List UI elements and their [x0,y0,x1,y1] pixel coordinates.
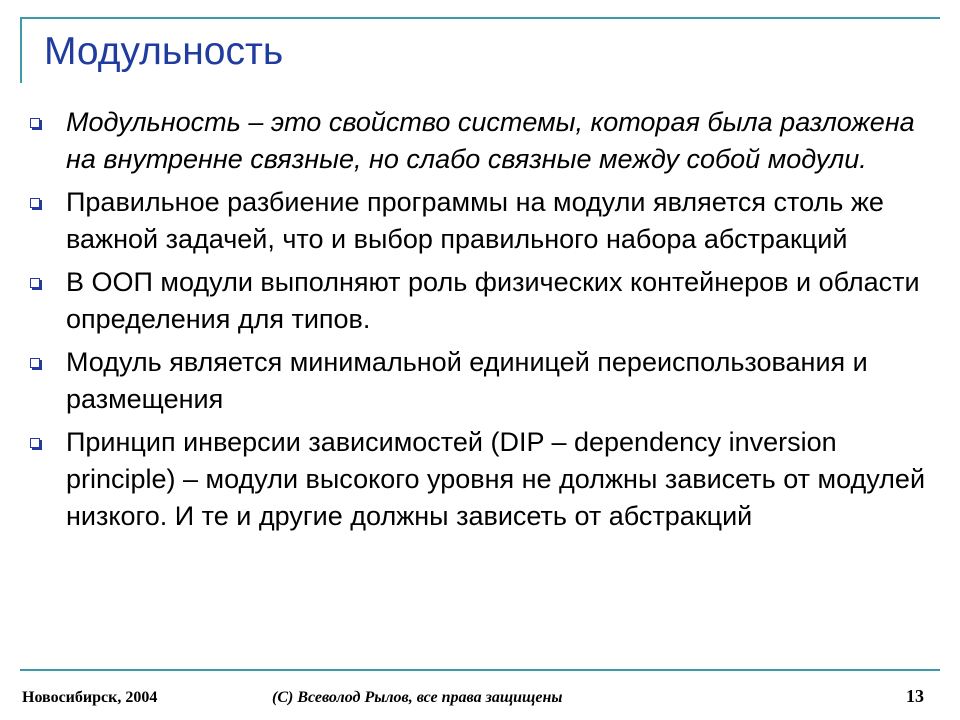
bullet-item [26,344,941,418]
bullet-item [26,264,941,338]
square-bullet-icon [30,118,40,128]
bullet-item [26,104,941,178]
left-rule [20,17,22,83]
bullet-text: Принцип инверсии зависимостей (DIP – dependency inversion principle) – модули высокого уровня не должны зависеть от модулей низкого. И те и другие должны зависеть от абстракций [66,427,926,531]
bullet-item [26,184,941,258]
bullet-text: Модульность – это свойство системы, которая была разложена на внутренне связные, но слабо связные между собой модули. [66,107,915,174]
square-bullet-icon [30,278,40,288]
bullet-text: Модуль является минимальной единицей переиспользования и размещения [66,347,868,414]
top-rule [20,17,940,19]
footer-copyright: (C) Всеволод Рылов, все права защищены [272,689,563,706]
square-bullet-icon [30,198,40,208]
bullet-text: В ООП модули выполняют роль физических контейнеров и области определения для типов. [66,267,920,334]
square-bullet-icon [30,438,40,448]
footer-location: Новосибирск, 2004 [22,689,158,706]
footer-rule [20,669,940,671]
square-bullet-icon [30,358,40,368]
slide-title: Модульность [44,30,284,73]
bullet-list [26,104,941,541]
page-number: 13 [906,686,924,706]
bullet-item [26,424,941,535]
bullet-text: Правильное разбиение программы на модули является столь же важной задачей, что и выбор правильного набора абстракций [66,187,884,254]
